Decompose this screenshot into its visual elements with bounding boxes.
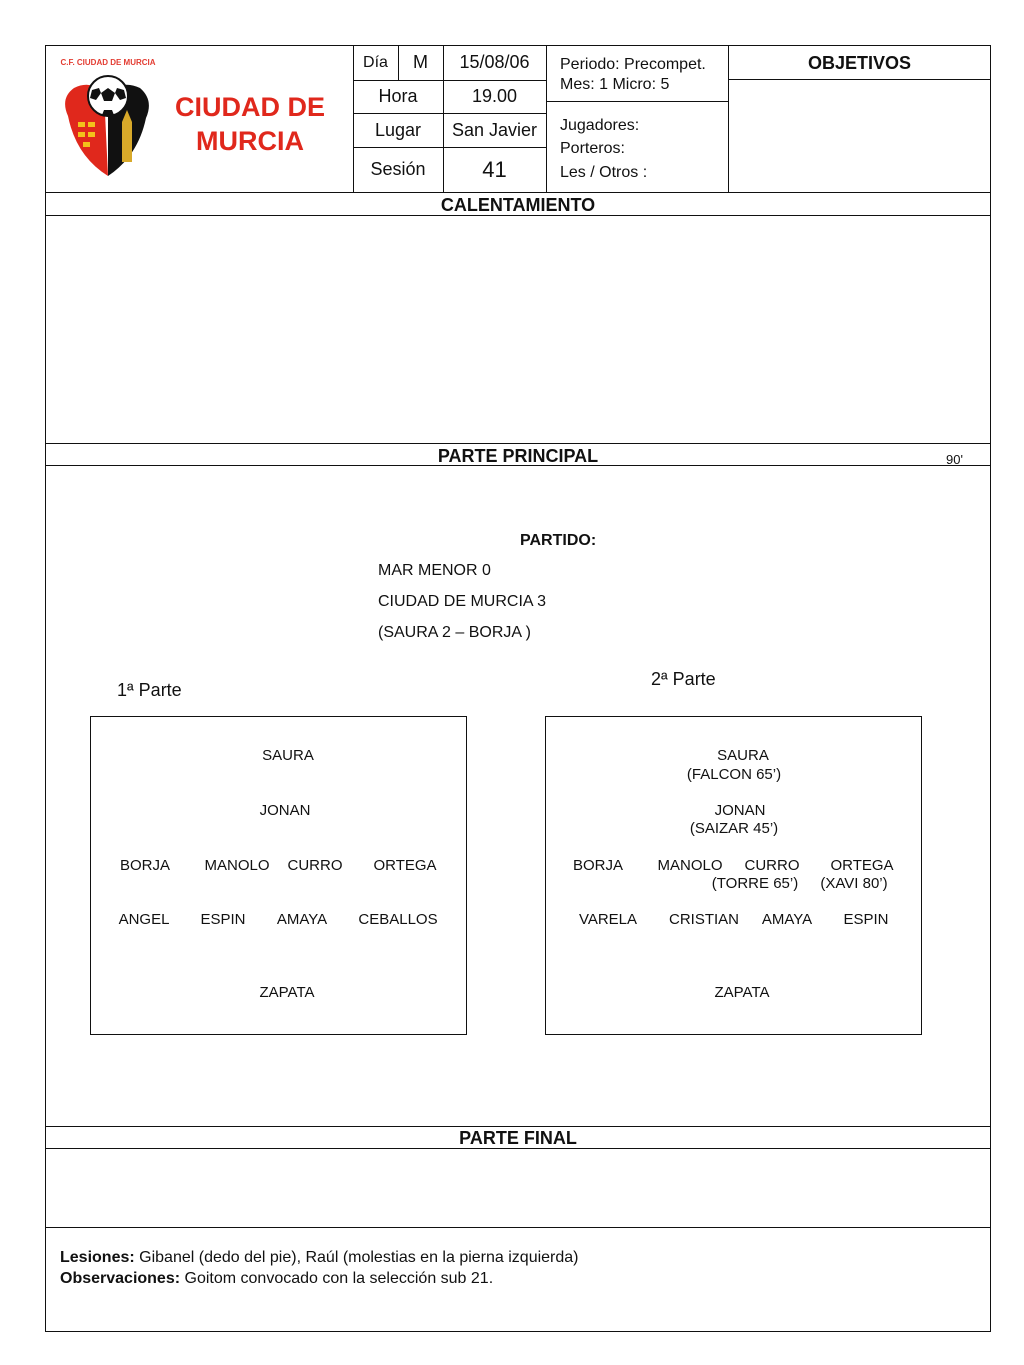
first-half-def-1: ANGEL [118,911,170,928]
objetivos-title: OBJETIVOS [807,53,912,73]
second-half-mid-4: ORTEGA [830,857,894,874]
duration-label: 90' [946,452,963,467]
les-otros-text: Les / Otros : [560,164,648,181]
observaciones-label: Observaciones: [60,1270,181,1287]
first-half-goalkeeper: ZAPATA [259,984,315,1001]
hora-value: 19.00 [471,86,518,106]
second-half-forward: SAURA [717,747,769,764]
lesiones-text: Gibanel (dedo del pie), Raúl (molestias en la pierna izquierda) [139,1249,579,1266]
second-half-second-striker: JONAN [714,802,766,819]
partido-label: PARTIDO: [520,532,597,549]
second-half-forward-sub: (FALCON 65’) [686,766,782,783]
first-half-def-4: CEBALLOS [358,911,438,928]
second-half-mid-1: BORJA [572,857,624,874]
footer-line [45,1227,991,1228]
periodo-text: Periodo: Precompet. [560,56,706,73]
parte-principal-title: PARTE PRINCIPAL [437,446,599,466]
dia-label: Día [363,53,388,71]
partido-line-2: CIUDAD DE MURCIA 3 [378,593,547,610]
observaciones-row [60,1270,493,1288]
dia-value: M [413,52,428,72]
first-half-label: 1ª Parte [117,680,182,700]
objetivos-line [728,79,991,80]
club-name: CIUDAD DE MURCIA [174,92,325,156]
second-half-second-striker-sub: (SAIZAR 45’) [689,820,779,837]
header-divider-values [546,45,547,193]
lugar-label: Lugar [374,119,422,140]
sesion-value: 41 [482,156,507,182]
partido-line-3: (SAURA 2 – BORJA ) [378,624,531,641]
porteros-text: Porteros: [560,140,625,157]
sesion-label: Sesión [370,159,426,179]
first-half-mid-3: CURRO [287,857,343,874]
jugadores-text: Jugadores: [560,117,640,134]
first-half-mid-1: BORJA [119,857,171,874]
second-half-curro-sub: (TORRE 65’) [711,875,799,892]
partido-line-1: MAR MENOR 0 [378,562,491,579]
final-top-line [45,1126,991,1127]
second-half-mid-3: CURRO [744,857,800,874]
first-half-def-2: ESPIN [200,911,246,928]
second-half-mid-2: MANOLO [657,857,723,874]
second-half-goalkeeper: ZAPATA [714,984,770,1001]
second-half-def-2: CRISTIAN [668,911,740,928]
second-half-def-3: AMAYA [761,911,813,928]
first-half-mid-2: MANOLO [204,857,270,874]
parte-final-title: PARTE FINAL [459,1128,577,1148]
second-half-ortega-sub: (XAVI 80’) [820,875,888,892]
lugar-value: San Javier [451,119,538,140]
club-crest-text: C.F. CIUDAD DE MURCIA [60,58,156,67]
second-half-label: 2ª Parte [651,669,716,689]
first-half-second-striker: JONAN [259,802,311,819]
principal-top-line [45,443,991,444]
first-half-def-3: AMAYA [276,911,328,928]
mes-micro-text: Mes: 1 Micro: 5 [560,76,670,93]
second-half-def-1: VARELA [578,911,638,928]
first-half-mid-4: ORTEGA [373,857,437,874]
lesiones-row [60,1249,579,1267]
lesiones-label: Lesiones: [60,1249,135,1266]
header-info-line [546,101,728,102]
observaciones-text: Goitom convocado con la selección sub 21. [184,1270,494,1287]
second-half-def-4: ESPIN [843,911,889,928]
club-crest-icon [56,58,160,184]
hora-label: Hora [378,86,418,106]
date-value: 15/08/06 [459,52,530,72]
calentamiento-title: CALENTAMIENTO [440,195,596,215]
header-bottom-line [45,192,991,193]
first-half-forward: SAURA [262,747,314,764]
